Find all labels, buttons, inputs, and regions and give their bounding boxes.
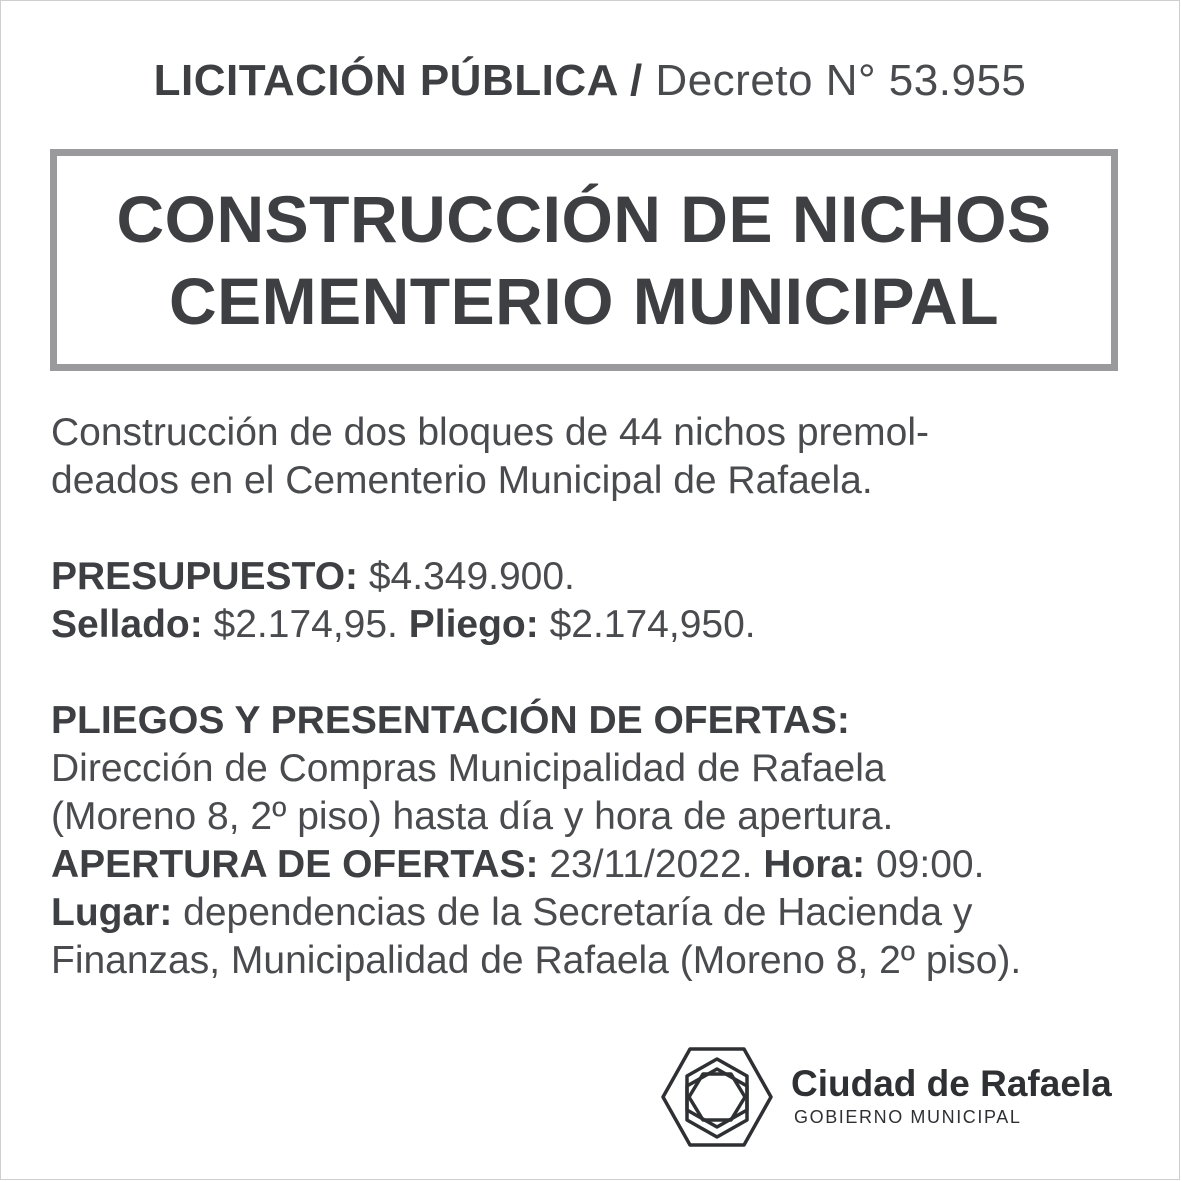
apertura-value: 23/11/2022. <box>538 843 764 886</box>
spacer <box>51 505 1161 553</box>
spacer <box>51 649 1161 697</box>
hora-value: 09:00. <box>865 843 985 886</box>
apertura-label: APERTURA DE OFERTAS: <box>51 843 539 886</box>
presupuesto-label: PRESUPUESTO: <box>51 555 359 598</box>
title-line-2: CEMENTERIO MUNICIPAL <box>168 264 1000 338</box>
sellado-label: Sellado: <box>51 603 203 646</box>
presupuesto-value: $4.349.900. <box>358 555 575 598</box>
title-line-1: CONSTRUCCIÓN DE NICHOS <box>116 182 1052 256</box>
opening-line <box>51 841 1161 889</box>
hexagon-logo-icon <box>661 1041 773 1153</box>
offers-heading: PLIEGOS Y PRESENTACIÓN DE OFERTAS: <box>51 699 850 742</box>
pliego-value: $2.174,950. <box>538 603 756 646</box>
budget-line <box>51 553 1161 601</box>
pliego-label: Pliego: <box>408 603 539 646</box>
logo-name: Ciudad de Rafaela <box>791 1063 1112 1104</box>
notice-body <box>51 409 1161 985</box>
municipality-logo <box>661 1041 1121 1153</box>
offers-line-2: (Moreno 8, 2º piso) hasta día y hora de apertura. <box>51 795 894 838</box>
fees-line <box>51 601 1161 649</box>
place-line-1 <box>51 889 1161 937</box>
logo-subtitle: GOBIERNO MUNICIPAL <box>794 1107 1022 1127</box>
place-line-2: Finanzas, Municipalidad de Rafaela (Moreno 8, 2º piso). <box>51 939 1022 982</box>
description-line-2: deados en el Cementerio Municipal de Rafaela. <box>51 459 873 502</box>
description-line-1: Construcción de dos bloques de 44 nichos premol- <box>51 411 930 454</box>
title-frame <box>50 149 1118 371</box>
hora-label: Hora: <box>763 843 866 886</box>
lugar-value: dependencias de la Secretaría de Hacienda y <box>172 891 973 934</box>
header-decree: Decreto N° 53.955 <box>655 56 1027 105</box>
notice-header <box>1 53 1179 109</box>
header-type: LICITACIÓN PÚBLICA / <box>153 56 656 105</box>
sellado-value: $2.174,95. <box>202 603 409 646</box>
lugar-label: Lugar: <box>51 891 173 934</box>
offers-line-1: Dirección de Compras Municipalidad de Rafaela <box>51 747 886 790</box>
